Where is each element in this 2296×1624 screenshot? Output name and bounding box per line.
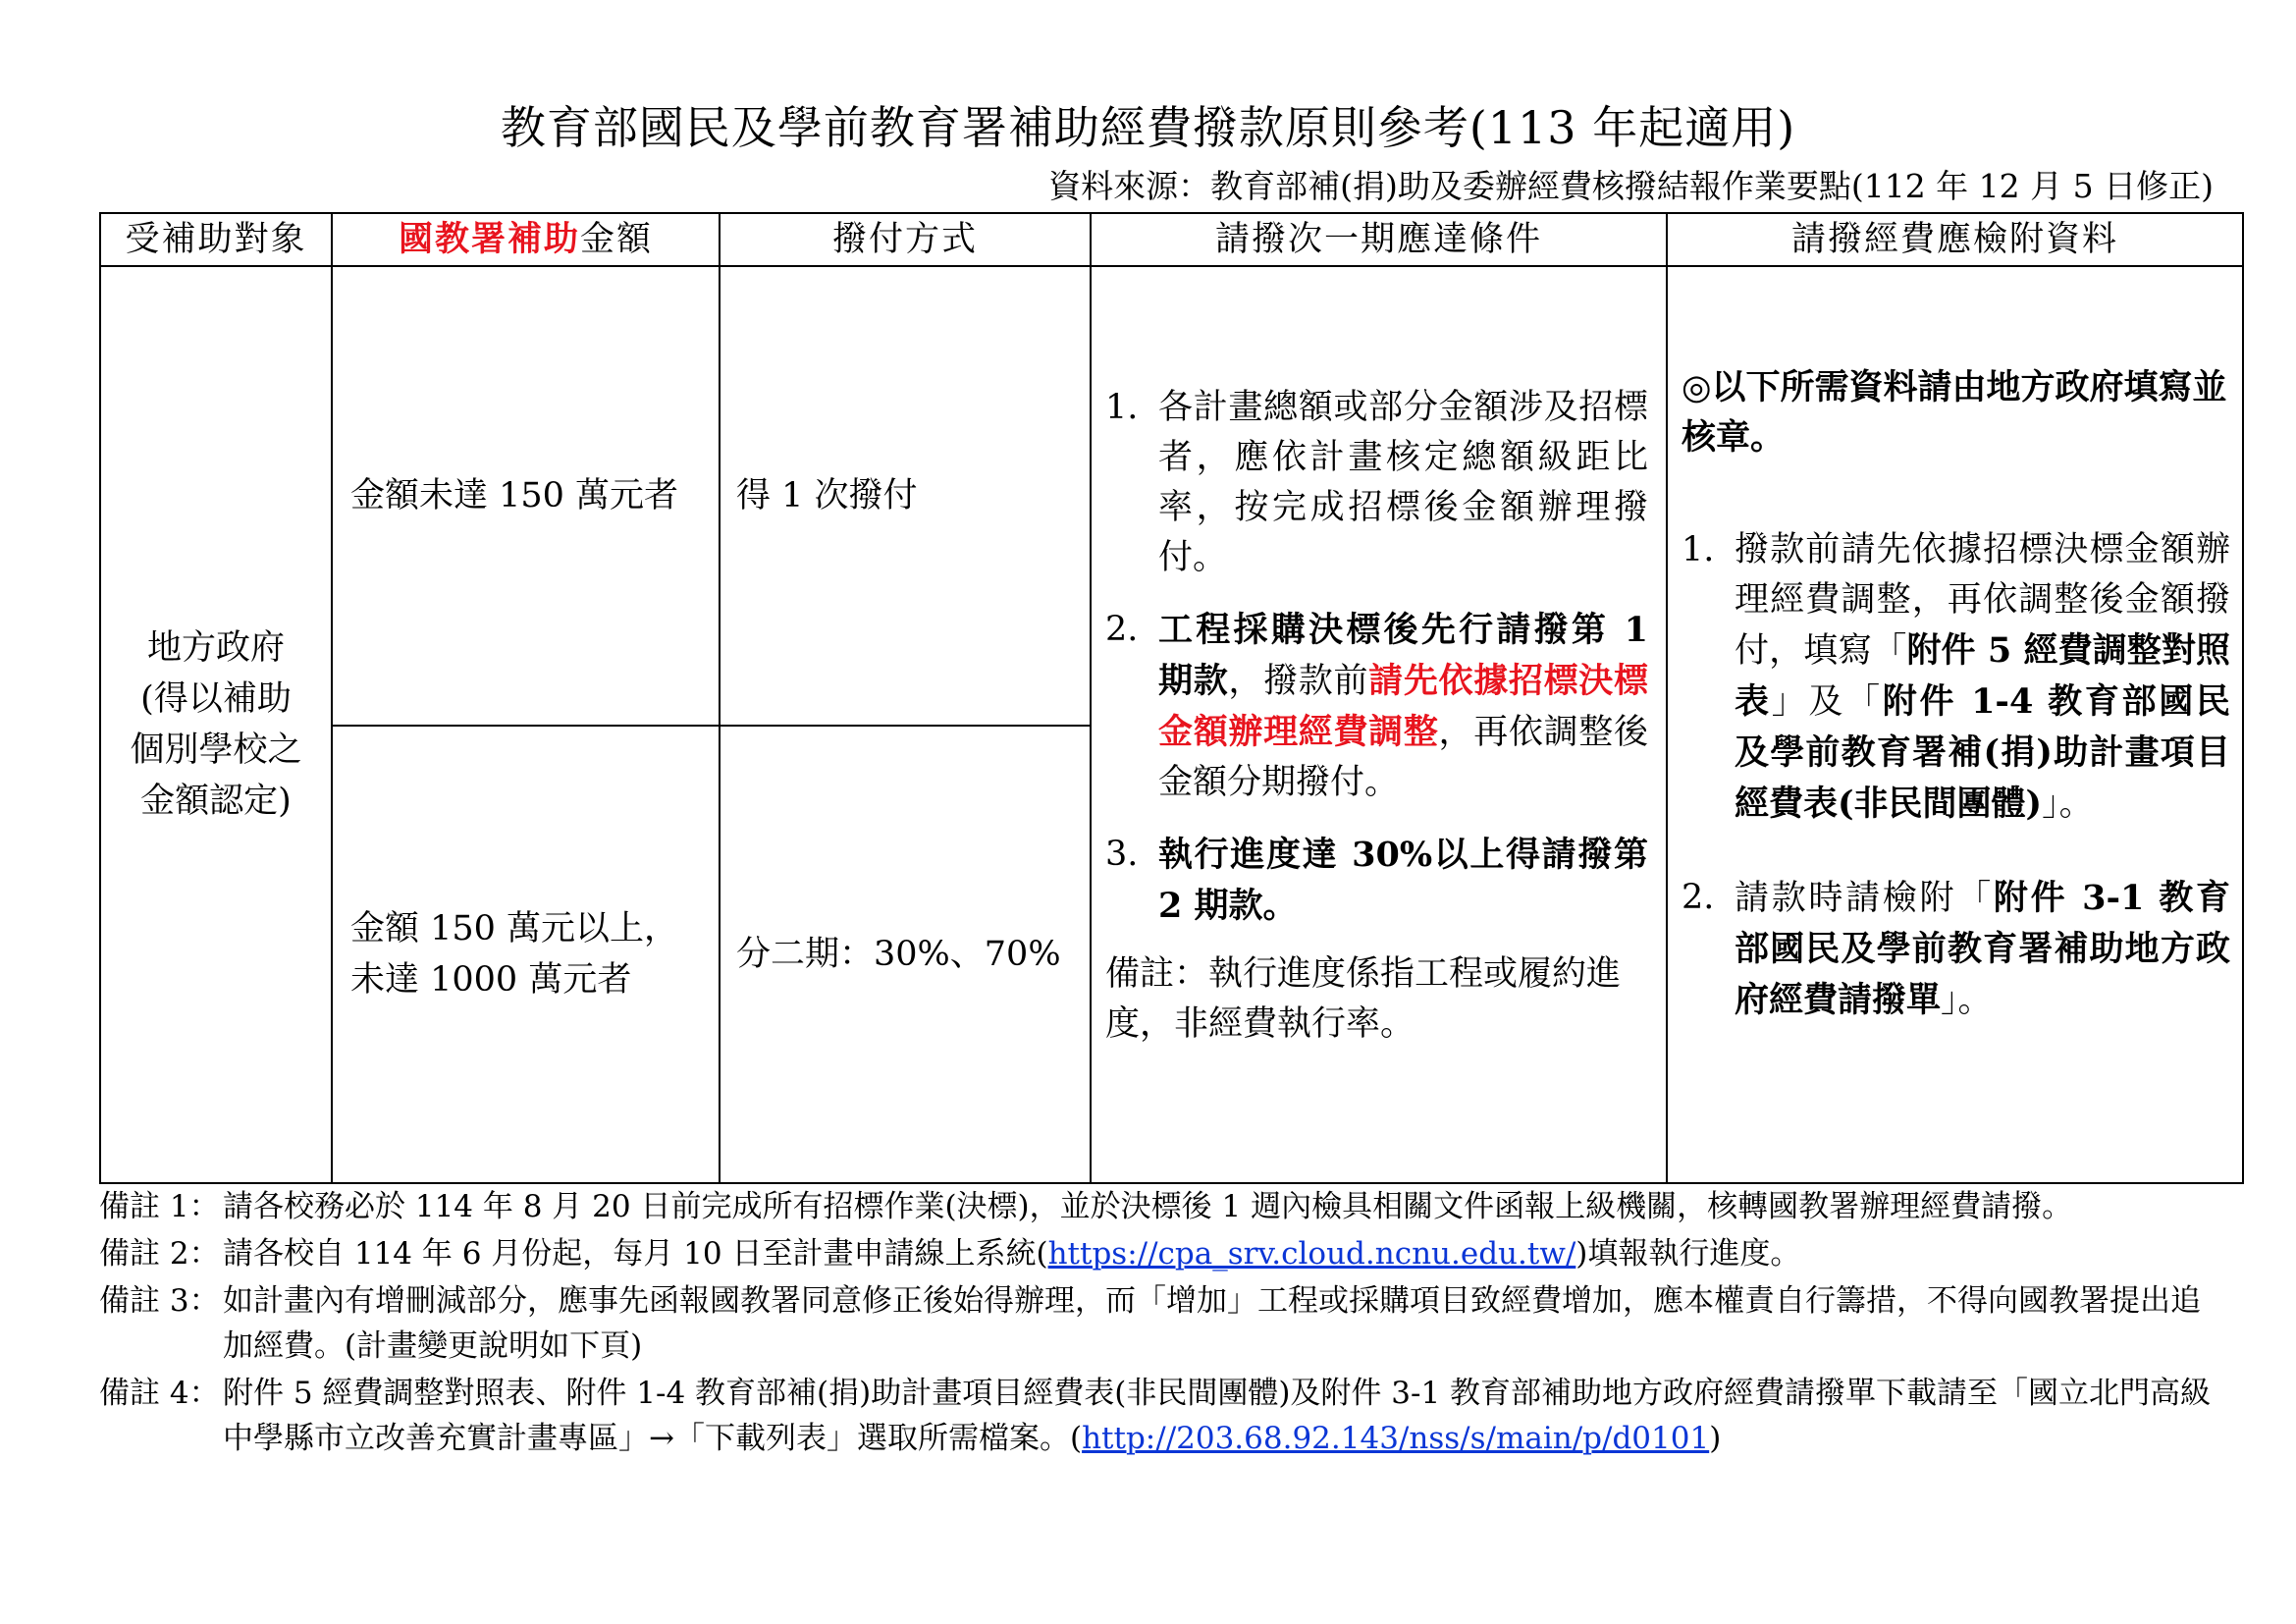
item-text-bold: 工程採購決標後先行請撥第 1 期款 <box>1158 610 1648 701</box>
page-title: 教育部國民及學前教育署補助經費撥款原則參考(113 年起適用) <box>500 101 1796 154</box>
note-text: ) <box>1709 1421 1722 1456</box>
source-line: 資料來源：教育部補(捐)助及委辦經費核撥結報作業要點(112 年 12 月 5 日修正) <box>1048 167 2214 205</box>
payment-cell: 分二期：30%、70% <box>720 726 1091 1183</box>
header-payment: 撥付方式 <box>720 213 1091 266</box>
note-label: 備註 4： <box>99 1376 220 1411</box>
note-label: 備註 3： <box>99 1283 220 1319</box>
item-number: 3. <box>1105 835 1139 874</box>
header-row <box>100 213 2243 266</box>
note-text: 如計畫內有增刪減部分，應事先函報國教署同意修正後始得辦理，而「增加」工程或採購項目致經費增加，應本權責自行籌措，不得向國教署提出追加經費。(計畫變更說明如下頁) <box>223 1283 2201 1364</box>
item-text-bold: 附件 3-1 教育部國民及學前教育署補助地方政府經費請撥單 <box>1735 878 2230 1020</box>
amount-cell <box>332 726 720 1183</box>
note-text: 附件 5 經費調整對照表、附件 1-4 教育部補(捐)助計畫項目經費表(非民間團體)及附件 3-1 教育部補助地方政府經費請撥單下載請至「國立北門高級中學縣市立改善充實計畫專區」→「下載列表」選取所需檔案。( <box>223 1376 2212 1456</box>
list-item <box>1105 383 1648 583</box>
item-text: 各計畫總額或部分金額涉及招標者，應依計畫核定總額級距比率，按完成招標後金額辦理撥付。 <box>1158 388 1648 577</box>
item-text-bold: 執行進度達 30%以上得請撥第 2 期款。 <box>1158 835 1648 926</box>
note-text: 請各校務必於 114 年 8 月 20 日前完成所有招標作業(決標)，並於決標後 1 週內檢具相關文件函報上級機關，核轉國教署辦理經費請撥。 <box>223 1189 2073 1224</box>
list-item <box>1682 525 2230 830</box>
note-item <box>99 1231 2219 1276</box>
note-text: 請各校自 114 年 6 月份起，每月 10 日至計畫申請線上系統( <box>223 1236 1048 1272</box>
item-text: ，撥款前 <box>1228 662 1369 701</box>
item-text-bold: 附件 5 經費調整對照表 <box>1735 630 2230 722</box>
amount-cell: 金額未達 150 萬元者 <box>332 266 720 726</box>
item-text-bold: 附件 1-4 教育部國民及學前教育署補(捐)助計畫項目經費表(非民間團體) <box>1735 681 2230 824</box>
condition-note: 備註：執行進度係指工程或履約進度，非經費執行率。 <box>1105 954 1622 1044</box>
download-list-link[interactable]: http://203.68.92.143/nss/s/main/p/d0101 <box>1082 1421 1710 1456</box>
header-condition: 請撥次一期應達條件 <box>1091 213 1667 266</box>
amount-line: 未達 1000 萬元者 <box>350 960 632 1000</box>
documents-head: ◎以下所需資料請由地方政府填寫並核章。 <box>1682 367 2227 458</box>
item-text: 」。 <box>1941 981 1993 1020</box>
documents-cell <box>1667 266 2243 1183</box>
funding-table <box>99 212 2244 1184</box>
condition-list <box>1105 383 1648 932</box>
documents-list <box>1682 525 2230 1026</box>
item-text: 」及「 <box>1771 682 1883 722</box>
amount-line: 金額 150 萬元以上， <box>350 909 679 948</box>
list-item <box>1105 830 1648 932</box>
header-amount-highlight: 國教署補助 <box>398 219 580 259</box>
note-label: 備註 2： <box>99 1236 220 1272</box>
header-documents: 請撥經費應檢附資料 <box>1667 213 2243 266</box>
item-text: 」。 <box>2042 785 2094 824</box>
header-amount-rest: 金額 <box>580 220 654 259</box>
note-item <box>99 1278 2219 1369</box>
target-cell <box>100 266 332 1183</box>
note-text: )填報執行進度。 <box>1575 1236 1801 1272</box>
item-text: ，再依調整後金額分期撥付。 <box>1158 713 1648 802</box>
table-row <box>100 266 2243 726</box>
target-line: (得以補助 <box>140 679 292 719</box>
list-item <box>1105 605 1648 808</box>
condition-cell <box>1091 266 1667 1183</box>
payment-cell: 得 1 次撥付 <box>720 266 1091 726</box>
item-number: 2. <box>1682 878 1715 917</box>
item-text-red: 請先依據招標決標金額辦理經費調整 <box>1158 661 1648 752</box>
item-number: 1. <box>1682 530 1715 569</box>
list-item <box>1682 873 2230 1026</box>
note-item <box>99 1184 2219 1229</box>
target-line: 個別學校之 <box>130 731 302 770</box>
note-item <box>99 1371 2219 1461</box>
target-line: 金額認定) <box>140 782 292 821</box>
progress-system-link[interactable]: https://cpa_srv.cloud.ncnu.edu.tw/ <box>1047 1236 1576 1272</box>
target-line: 地方政府 <box>146 628 285 668</box>
header-amount <box>332 213 720 266</box>
header-target: 受補助對象 <box>100 213 332 266</box>
item-text: 撥款前請先依據招標決標金額辦理經費調整，再依調整後金額撥付，填寫「 <box>1735 530 2230 671</box>
item-text: 請款時請檢附「 <box>1735 879 1994 918</box>
item-number: 1. <box>1105 388 1139 427</box>
note-label: 備註 1： <box>99 1189 220 1224</box>
notes-section <box>99 1184 2219 1463</box>
item-number: 2. <box>1105 610 1139 649</box>
